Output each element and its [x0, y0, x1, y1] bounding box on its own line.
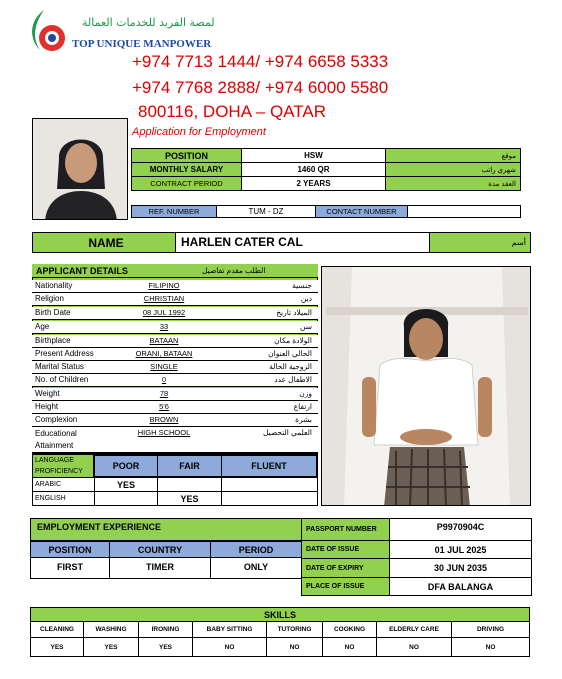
applicant-row-value: CHRISTIAN: [143, 294, 185, 303]
passport-expiry-label: DATE OF EXPIRY: [301, 558, 390, 578]
skill-name: CLEANING: [31, 622, 84, 638]
applicant-row-label: Marital Status: [35, 362, 84, 371]
company-name: TOP UNIQUE MANPOWER: [72, 38, 212, 50]
applicant-row: [32, 374, 318, 387]
name-label: NAME: [37, 233, 176, 252]
skill-value: YES: [31, 638, 84, 656]
skill-name: TUTORING: [267, 622, 323, 638]
applicant-details-header: [32, 264, 318, 278]
applicant-details-title: APPLICANT DETAILS: [36, 266, 128, 276]
applicant-row: [32, 307, 318, 320]
salary-arabic: شهري راتب: [385, 162, 521, 177]
applicant-row-arabic: الحالي العنوان: [268, 349, 312, 358]
skill-value: YES: [139, 638, 193, 656]
phone-line-1: +974 7713 1444/ +974 6658 5333: [132, 52, 389, 71]
employment-period-header: PERIOD: [210, 541, 302, 558]
skill-name: ELDERLY CARE: [377, 622, 452, 638]
applicant-row: [32, 348, 318, 361]
language-cell-fair: YES: [157, 491, 222, 506]
passport-issue-value: 01 JUL 2025: [389, 540, 532, 559]
applicant-row: [32, 293, 318, 306]
applicant-row-arabic: ارتفاع: [293, 402, 312, 411]
skill-name: DRIVING: [452, 622, 529, 638]
position-value: HSW: [241, 148, 386, 163]
language-cell-fair: [157, 477, 222, 492]
passport-issue-label: DATE OF ISSUE: [301, 540, 390, 559]
applicant-row-arabic: العلمي التحصيل: [262, 428, 312, 437]
skill-value: YES: [84, 638, 139, 656]
language-cell-fluent: [221, 477, 318, 492]
address: 800116, DOHA – QATAR: [138, 102, 327, 121]
contract-value: 2 YEARS: [241, 176, 386, 191]
passport-expiry-value: 30 JUN 2035: [389, 558, 532, 578]
applicant-row: [32, 414, 318, 427]
applicant-details-title-arabic: الطلب مقدم تفاصيل: [202, 266, 266, 275]
contract-arabic: العقد مدة: [385, 176, 521, 191]
skill-name: COOKING: [323, 622, 377, 638]
applicant-row-arabic: الاطفال عدد: [274, 375, 312, 384]
application-title: Application for Employment: [132, 126, 266, 138]
skill-value: NO: [267, 638, 323, 656]
language-fluent-header: FLUENT: [221, 455, 317, 477]
employment-period-value: ONLY: [210, 557, 302, 579]
ref-label: REF. NUMBER: [131, 205, 217, 218]
employment-position-header: POSITION: [30, 541, 110, 558]
language-label: LANGUAGE PROFICIENCY: [33, 455, 94, 477]
language-cell-name: ARABIC: [32, 477, 95, 492]
language-fair-header: FAIR: [157, 455, 222, 477]
applicant-row-value: ORANI, BATAAN: [135, 349, 193, 358]
skill-name: WASHING: [84, 622, 139, 638]
applicant-row-arabic: سن: [300, 322, 312, 331]
applicant-row-arabic: بشرة: [295, 415, 312, 424]
salary-label: MONTHLY SALARY: [131, 162, 242, 177]
applicant-row-label: Present Address: [35, 349, 94, 358]
applicant-row: [32, 321, 318, 334]
employment-title: EMPLOYMENT EXPERIENCE: [31, 519, 301, 541]
passport-place-label: PLACE OF ISSUE: [301, 577, 390, 596]
contact-label: CONTACT NUMBER: [315, 205, 408, 218]
applicant-row-arabic: دين: [300, 294, 312, 303]
employment-position-value: FIRST: [30, 557, 110, 579]
name-arabic: أسم: [429, 233, 530, 252]
passport-photo: [32, 118, 128, 220]
skill-value: NO: [377, 638, 452, 656]
ref-value: TUM - DZ: [216, 205, 316, 218]
applicant-row: [32, 361, 318, 374]
name-value: HARLEN CATER CAL: [181, 235, 303, 249]
passport-place-value: DFA BALANGA: [389, 577, 532, 596]
applicant-row-arabic: جنسية: [292, 281, 312, 290]
applicant-row-value: BATAAN: [149, 336, 179, 345]
applicant-row-value: 5'6: [159, 402, 169, 411]
language-cell-fluent: [221, 491, 318, 506]
skill-value: NO: [193, 638, 267, 656]
applicant-row-value: BROWN: [149, 415, 179, 424]
skill-name: IRONING: [139, 622, 193, 638]
applicant-row-value: 33: [159, 322, 169, 331]
applicant-row-label: Complexion: [35, 415, 78, 424]
applicant-row-value: 78: [159, 389, 169, 398]
applicant-row: [32, 335, 318, 348]
language-cell-name: ENGLISH: [32, 491, 95, 506]
language-poor-header: POOR: [94, 455, 158, 477]
applicant-row-arabic: وزن: [299, 389, 312, 398]
applicant-row-arabic: الولادة مكان: [274, 336, 312, 345]
applicant-row-label: Birthplace: [35, 336, 71, 345]
contact-value: [407, 205, 521, 218]
company-arabic-name: لمصة الفريد للخدمات العمالة: [82, 16, 215, 29]
applicant-row-value: SINGLE: [150, 362, 178, 371]
applicant-row-arabic: الزوجية الحالة: [269, 362, 312, 371]
applicant-row-value: 08 JUL 1992: [142, 308, 186, 317]
language-cell-poor: [94, 491, 158, 506]
company-logo: [24, 8, 72, 56]
applicant-row: [32, 401, 318, 414]
applicant-row-value: 0: [161, 375, 167, 384]
phone-line-2: +974 7768 2888/ +974 6000 5580: [132, 78, 389, 97]
applicant-row-value: HIGH SCHOOL: [137, 428, 191, 437]
applicant-row-label: Educational Attainment: [35, 429, 77, 450]
applicant-row: [32, 388, 318, 401]
employment-country-value: TIMER: [109, 557, 211, 579]
applicant-row-label: Nationality: [35, 281, 73, 290]
passport-number-value: P9970904C: [389, 518, 532, 541]
applicant-row: [32, 280, 318, 293]
applicant-row-label: Weight: [35, 389, 60, 398]
applicant-row-label: Birth Date: [35, 308, 71, 317]
language-cell-poor: YES: [94, 477, 158, 492]
applicant-row-value: FILIPINO: [148, 281, 180, 290]
applicant-row-label: Age: [35, 322, 50, 331]
employment-country-header: COUNTRY: [109, 541, 211, 558]
contract-label: CONTRACT PERIOD: [131, 176, 242, 191]
position-arabic: موقع: [385, 148, 521, 163]
skills-title: SKILLS: [31, 608, 529, 622]
applicant-row: [32, 427, 318, 453]
applicant-row-arabic: الميلاد تاريخ: [276, 308, 312, 317]
applicant-row-label: Religion: [35, 294, 64, 303]
skill-value: NO: [323, 638, 377, 656]
applicant-row-label: No. of Children: [35, 375, 89, 384]
full-body-photo: [321, 266, 531, 506]
applicant-row-label: Height: [35, 402, 59, 411]
name-bar: [32, 232, 531, 253]
position-label: POSITION: [131, 148, 242, 163]
passport-number-label: PASSPORT NUMBER: [301, 518, 390, 541]
salary-value: 1460 QR: [241, 162, 386, 177]
skill-name: BABY SITTING: [193, 622, 267, 638]
skill-value: NO: [485, 643, 496, 651]
